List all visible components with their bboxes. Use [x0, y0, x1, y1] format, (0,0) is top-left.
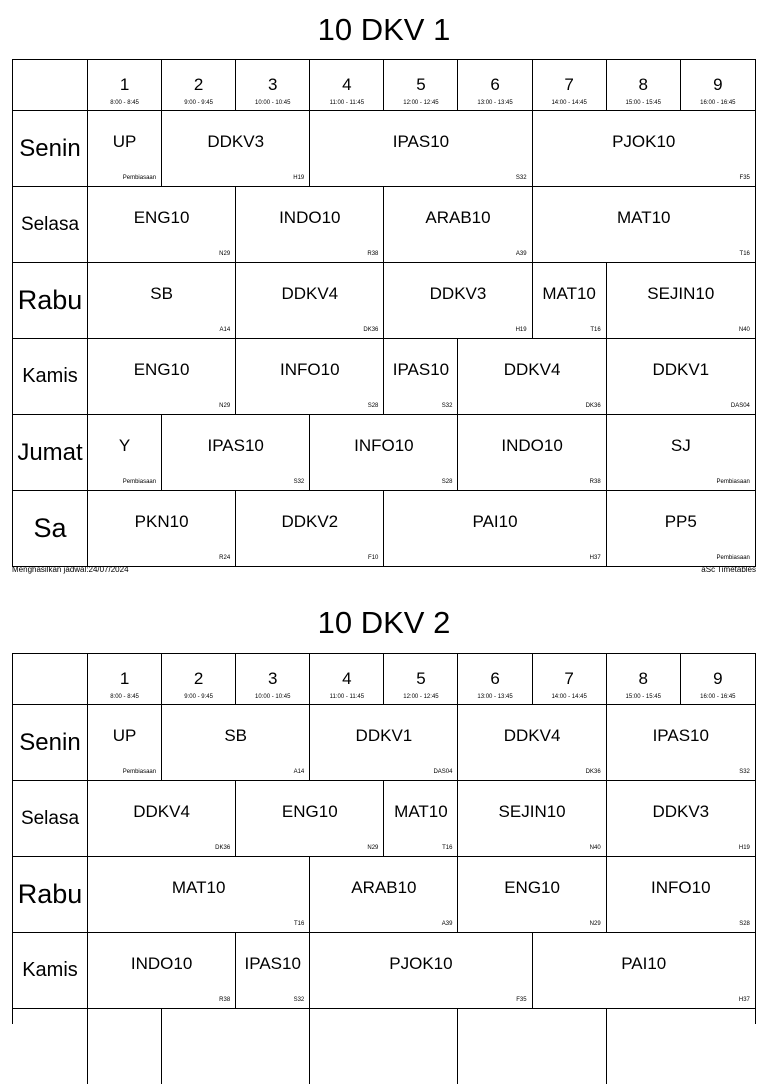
lesson-subject: DDKV4 — [281, 283, 339, 303]
day-row — [13, 1008, 755, 1084]
lesson-room: DK36 — [363, 327, 379, 333]
lesson-cell[interactable] — [384, 781, 458, 856]
day-label: Rabu — [13, 263, 88, 338]
period-header-cell — [310, 654, 384, 704]
period-time: 15:00 - 15:45 — [625, 694, 661, 700]
day-row — [13, 704, 755, 780]
period-time: 14:00 - 14:45 — [551, 100, 587, 106]
lesson-room: N29 — [219, 251, 231, 257]
lesson-cell[interactable] — [533, 187, 755, 262]
lesson-room: Pembiasaan — [716, 479, 750, 485]
lesson-cell[interactable] — [607, 705, 755, 780]
lesson-room: N40 — [738, 327, 750, 333]
lesson-cell[interactable] — [162, 415, 310, 490]
lesson-subject: PJOK10 — [612, 131, 676, 151]
lesson-cell[interactable] — [236, 933, 310, 1008]
period-time: 14:00 - 14:45 — [551, 694, 587, 700]
period-time: 9:00 - 9:45 — [184, 100, 213, 106]
lesson-subject: DDKV4 — [133, 801, 190, 821]
period-header-cell — [162, 60, 236, 110]
lesson-subject: ENG10 — [504, 877, 560, 897]
lesson-subject: ARAB10 — [351, 877, 417, 897]
day-row — [13, 186, 755, 262]
lesson-cell[interactable] — [310, 857, 458, 932]
period-number: 4 — [342, 75, 352, 94]
lesson-room: A39 — [515, 251, 527, 257]
period-header-cell — [681, 654, 755, 704]
period-number: 1 — [119, 669, 130, 688]
lesson-subject: SB — [150, 283, 173, 303]
lesson-cell[interactable] — [533, 933, 755, 1008]
lesson-room: S32 — [441, 403, 453, 409]
period-header-cell — [88, 60, 162, 110]
period-time: 16:00 - 16:45 — [700, 100, 736, 106]
lesson-room: S32 — [515, 175, 527, 181]
period-number: 7 — [564, 669, 574, 688]
period-time: 11:00 - 11:45 — [329, 100, 365, 106]
period-time: 9:00 - 9:45 — [184, 694, 213, 700]
period-header-row — [13, 60, 755, 110]
lesson-cell[interactable] — [607, 263, 755, 338]
period-header-cell — [533, 654, 607, 704]
lesson-room: DAS04 — [730, 403, 750, 409]
lesson-subject: IPAS10 — [392, 359, 450, 379]
lesson-subject: INDO10 — [130, 953, 193, 973]
period-number: 5 — [416, 75, 426, 94]
period-header-cell — [459, 654, 533, 704]
lesson-subject: ENG10 — [281, 801, 338, 821]
period-time: 8:00 - 8:45 — [110, 100, 139, 106]
lesson-room: H19 — [738, 845, 750, 851]
lesson-cell[interactable] — [607, 781, 755, 856]
period-time: 8:00 - 8:45 — [110, 694, 139, 700]
lesson-subject: SEJIN10 — [647, 283, 715, 303]
period-number: 2 — [193, 669, 204, 688]
lesson-cell[interactable] — [607, 491, 755, 566]
lesson-subject: MAT10 — [542, 283, 596, 303]
period-number: 2 — [193, 75, 204, 94]
lesson-cell[interactable] — [459, 705, 607, 780]
lesson-room: DK36 — [585, 403, 601, 409]
lesson-room: Pembiasaan — [716, 555, 750, 561]
day-label: Selasa — [13, 781, 88, 856]
lesson-cell[interactable] — [88, 339, 236, 414]
lesson-room: R38 — [219, 997, 231, 1003]
lesson-room: F35 — [516, 997, 527, 1003]
lesson-subject: ENG10 — [133, 359, 190, 379]
lesson-subject: MAT10 — [394, 801, 448, 821]
lesson-room: H19 — [293, 175, 305, 181]
lesson-cell[interactable] — [459, 781, 607, 856]
period-time: 10:00 - 10:45 — [255, 694, 291, 700]
period-time: 13:00 - 13:45 — [477, 100, 513, 106]
lesson-subject: ARAB10 — [425, 207, 491, 227]
lesson-room: Pembiasaan — [122, 769, 157, 775]
lesson-room: R24 — [219, 555, 231, 561]
day-label — [13, 1009, 88, 1084]
day-label: Sa — [13, 491, 88, 566]
lesson-room: R38 — [367, 251, 379, 257]
period-number: 1 — [119, 75, 130, 94]
timetable-grid — [12, 59, 756, 567]
lesson-cell[interactable] — [88, 111, 162, 186]
lesson-room: S32 — [293, 997, 305, 1003]
lesson-cell[interactable] — [384, 339, 458, 414]
lesson-cell[interactable] — [88, 187, 236, 262]
lesson-subject: Y — [118, 435, 131, 455]
lesson-room: A39 — [441, 921, 453, 927]
lesson-subject: INFO10 — [651, 877, 711, 897]
lesson-subject: INDO10 — [279, 207, 341, 227]
period-time: 12:00 - 12:45 — [403, 100, 439, 106]
lesson-cell[interactable] — [162, 111, 310, 186]
lesson-room: S28 — [367, 403, 379, 409]
lesson-subject: DDKV4 — [503, 725, 561, 745]
lesson-cell[interactable] — [459, 415, 607, 490]
period-number: 6 — [490, 75, 500, 94]
lesson-subject: UP — [112, 131, 137, 151]
footer-brand: aSc Timetables — [701, 565, 756, 574]
period-time: 16:00 - 16:45 — [700, 694, 736, 700]
corner-cell — [13, 60, 88, 110]
lesson-room: N40 — [589, 845, 601, 851]
period-number: 3 — [268, 75, 278, 94]
lesson-cell[interactable] — [236, 781, 384, 856]
day-row — [13, 932, 755, 1008]
day-row — [13, 414, 755, 490]
period-header-cell — [236, 654, 310, 704]
lesson-cell[interactable] — [459, 1009, 607, 1084]
day-label: Rabu — [13, 857, 88, 932]
lesson-subject: IPAS10 — [652, 725, 709, 745]
lesson-room: N29 — [367, 845, 379, 851]
period-number: 6 — [490, 669, 500, 688]
day-label: Senin — [13, 111, 88, 186]
period-number: 9 — [713, 75, 723, 94]
day-label: Senin — [13, 705, 88, 780]
lesson-subject: SB — [224, 725, 248, 745]
day-row — [13, 338, 755, 414]
period-number: 8 — [638, 75, 648, 94]
lesson-cell[interactable] — [310, 933, 532, 1008]
lesson-cell[interactable] — [607, 857, 755, 932]
period-time: 13:00 - 13:45 — [477, 694, 513, 700]
period-header-cell — [681, 60, 755, 110]
lesson-cell[interactable] — [459, 339, 607, 414]
lesson-subject: IPAS10 — [207, 435, 264, 455]
period-header-cell — [162, 654, 236, 704]
lesson-subject: DDKV3 — [429, 283, 487, 303]
lesson-cell[interactable] — [607, 1009, 755, 1084]
lesson-subject: SJ — [670, 435, 691, 455]
period-header-cell — [459, 60, 533, 110]
day-row — [13, 780, 755, 856]
lesson-subject: DDKV2 — [281, 511, 339, 531]
lesson-cell[interactable] — [607, 339, 755, 414]
lesson-subject: INFO10 — [280, 359, 340, 379]
timetable-title: 10 DKV 1 — [317, 12, 451, 47]
period-number: 5 — [416, 669, 426, 688]
lesson-cell[interactable] — [88, 491, 236, 566]
lesson-cell[interactable] — [533, 263, 607, 338]
lesson-cell[interactable] — [236, 339, 384, 414]
lesson-room: T16 — [293, 921, 305, 927]
lesson-cell[interactable] — [384, 187, 532, 262]
timetable-grid — [12, 653, 756, 1024]
period-number: 7 — [564, 75, 574, 94]
lesson-room: H19 — [515, 327, 527, 333]
period-number: 8 — [638, 669, 648, 688]
lesson-room: A14 — [293, 769, 305, 775]
lesson-room: R38 — [589, 479, 601, 485]
period-header-cell — [310, 60, 384, 110]
lesson-room: DK36 — [585, 769, 601, 775]
lesson-subject: PJOK10 — [389, 953, 453, 973]
lesson-room: Pembiasaan — [122, 479, 157, 485]
day-label: Jumat — [13, 415, 88, 490]
timetable-title: 10 DKV 2 — [317, 605, 451, 640]
lesson-subject: MAT10 — [616, 207, 671, 227]
day-label: Kamis — [13, 339, 88, 414]
period-header-cell — [88, 654, 162, 704]
period-header-cell — [607, 60, 681, 110]
lesson-room: H37 — [738, 997, 750, 1003]
day-row — [13, 490, 755, 566]
period-time: 15:00 - 15:45 — [625, 100, 661, 106]
lesson-subject: DDKV3 — [207, 131, 265, 151]
footer-generated-date: Menghasilkan jadwal:24/07/2024 — [12, 565, 129, 574]
lesson-subject: UP — [112, 725, 137, 745]
lesson-subject: ENG10 — [133, 207, 190, 227]
corner-cell — [13, 654, 88, 704]
lesson-subject: INDO10 — [501, 435, 563, 455]
lesson-cell[interactable] — [88, 857, 310, 932]
period-header-cell — [384, 654, 458, 704]
lesson-cell[interactable] — [310, 1009, 458, 1084]
lesson-cell[interactable] — [88, 933, 236, 1008]
lesson-cell[interactable] — [607, 415, 755, 490]
lesson-room: A14 — [219, 327, 231, 333]
day-row — [13, 856, 755, 932]
period-header-cell — [236, 60, 310, 110]
lesson-cell[interactable] — [236, 187, 384, 262]
lesson-subject: IPAS10 — [392, 131, 450, 151]
lesson-cell[interactable] — [88, 1009, 162, 1084]
lesson-cell[interactable] — [384, 263, 532, 338]
day-row — [13, 110, 755, 186]
period-time: 10:00 - 10:45 — [255, 100, 291, 106]
lesson-room: F35 — [739, 175, 750, 181]
period-header-cell — [533, 60, 607, 110]
lesson-subject: PAI10 — [621, 953, 667, 973]
lesson-room: S28 — [739, 921, 750, 927]
lesson-room: N29 — [589, 921, 601, 927]
period-number: 3 — [268, 669, 278, 688]
period-number: 9 — [713, 669, 723, 688]
lesson-subject: MAT10 — [171, 877, 226, 897]
lesson-room: S28 — [441, 479, 453, 485]
lesson-subject: DDKV1 — [355, 725, 413, 745]
lesson-cell[interactable] — [236, 263, 384, 338]
lesson-room: DK36 — [215, 845, 231, 851]
lesson-subject: DDKV1 — [652, 359, 710, 379]
lesson-cell[interactable] — [310, 415, 458, 490]
lesson-room: N29 — [219, 403, 231, 409]
day-row — [13, 262, 755, 338]
lesson-cell[interactable] — [88, 705, 162, 780]
lesson-cell[interactable] — [88, 415, 162, 490]
lesson-room: F10 — [368, 555, 379, 561]
lesson-subject: PAI10 — [472, 511, 518, 531]
lesson-cell[interactable] — [310, 111, 532, 186]
lesson-subject: SEJIN10 — [498, 801, 566, 821]
lesson-room: Pembiasaan — [122, 175, 157, 181]
lesson-subject: PP5 — [664, 511, 697, 531]
lesson-cell[interactable] — [384, 491, 606, 566]
period-time: 12:00 - 12:45 — [403, 694, 439, 700]
lesson-cell[interactable] — [533, 111, 755, 186]
period-time: 11:00 - 11:45 — [329, 694, 365, 700]
lesson-room: T16 — [590, 327, 601, 333]
lesson-cell[interactable] — [88, 263, 236, 338]
lesson-room: H37 — [589, 555, 601, 561]
lesson-room: T16 — [739, 251, 750, 257]
lesson-cell[interactable] — [310, 705, 458, 780]
lesson-cell[interactable] — [88, 781, 236, 856]
lesson-cell[interactable] — [162, 1009, 310, 1084]
lesson-room: DAS04 — [433, 769, 453, 775]
day-label: Kamis — [13, 933, 88, 1008]
period-header-row — [13, 654, 755, 704]
lesson-cell[interactable] — [162, 705, 310, 780]
lesson-subject: INFO10 — [354, 435, 414, 455]
lesson-room: S32 — [739, 769, 750, 775]
period-header-cell — [384, 60, 458, 110]
lesson-subject: IPAS10 — [244, 953, 301, 973]
lesson-cell[interactable] — [236, 491, 384, 566]
period-number: 4 — [342, 669, 352, 688]
period-header-cell — [607, 654, 681, 704]
lesson-subject: DDKV4 — [503, 359, 561, 379]
lesson-room: T16 — [442, 845, 453, 851]
lesson-cell[interactable] — [459, 857, 607, 932]
lesson-room: S32 — [293, 479, 305, 485]
day-label: Selasa — [13, 187, 88, 262]
lesson-subject: PKN10 — [134, 511, 189, 531]
lesson-subject: DDKV3 — [652, 801, 710, 821]
